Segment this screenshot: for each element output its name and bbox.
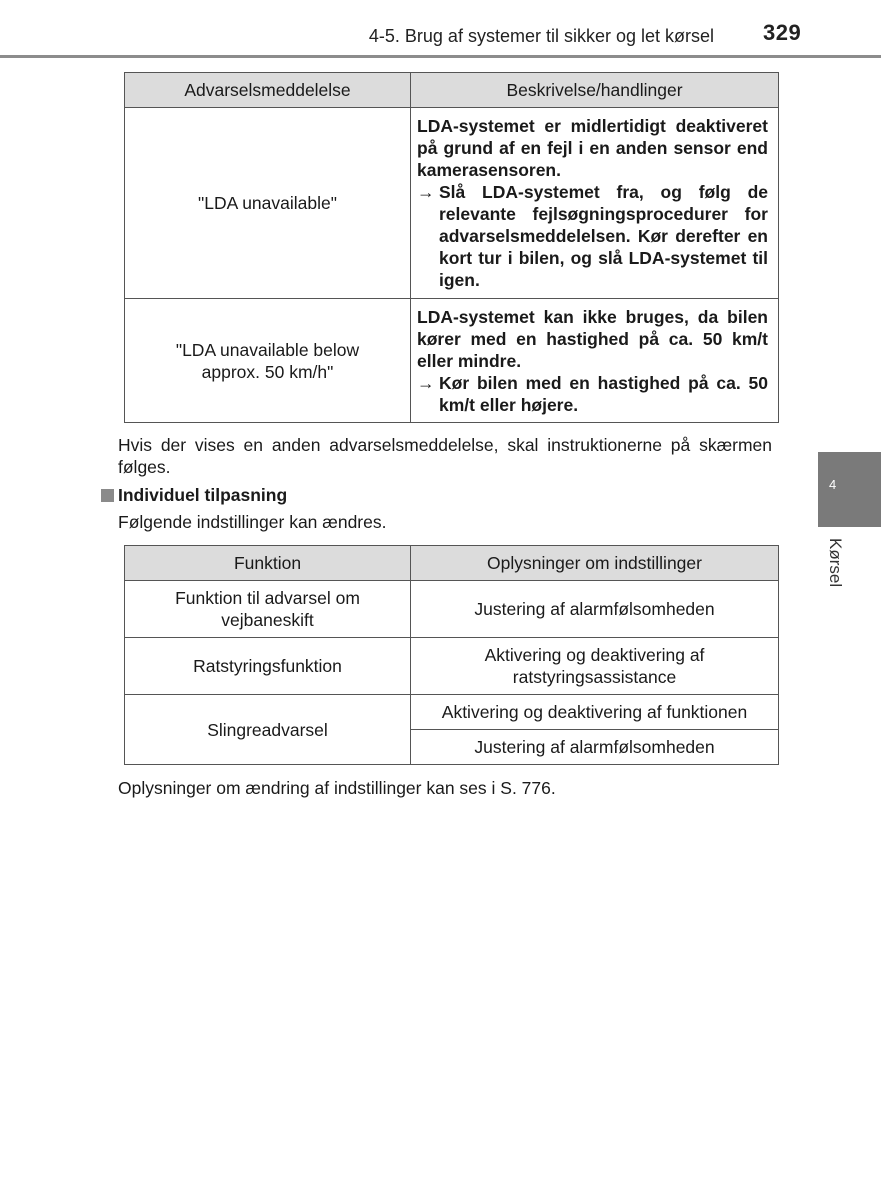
arrow-icon: → <box>417 182 435 202</box>
description-cell <box>411 108 779 299</box>
chapter-tab-label: Kørsel <box>826 538 845 588</box>
action-item <box>417 372 768 416</box>
function-text: Funktion til advarsel om vejbaneskift <box>175 588 360 630</box>
square-bullet-icon <box>101 489 114 502</box>
chapter-title: 4-5. Brug af systemer til sikker og let kørsel <box>368 26 714 46</box>
table-row <box>125 299 779 423</box>
arrow-icon: → <box>417 373 435 393</box>
description-cell <box>411 299 779 423</box>
settings-cell: Justering af alarmfølsomheden <box>411 730 779 765</box>
action-text: Slå LDA-systemet fra, og følg de relevante fejlsøgningsprocedurer for advarselsmeddelelsen. Kør derefter en kort tur i bilen, og slå LDA-systemet til igen. <box>439 182 768 290</box>
column-header: Beskrivelse/handlinger <box>411 73 779 108</box>
settings-cell: Justering af alarmfølsomheden <box>411 581 779 638</box>
header-divider <box>0 55 881 58</box>
section-heading <box>101 485 287 506</box>
table-row <box>125 638 779 695</box>
section-intro: Følgende indstillinger kan ændres. <box>118 512 387 532</box>
function-cell: Ratstyringsfunktion <box>125 638 411 695</box>
table-row <box>125 695 779 730</box>
settings-cell <box>411 638 779 695</box>
table-row <box>125 108 779 299</box>
table-row <box>125 581 779 638</box>
action-text: Kør bilen med en hastighed på ca. 50 km/t eller højere. <box>439 373 768 415</box>
warning-message-cell: "LDA unavailable" <box>125 108 411 299</box>
column-header: Oplysninger om indstillinger <box>411 546 779 581</box>
table-header-row <box>125 73 779 108</box>
column-header: Advarselsmeddelelse <box>125 73 411 108</box>
warning-message-text: "LDA unavailable below approx. 50 km/h" <box>175 339 360 382</box>
section-heading-text: Individuel tilpasning <box>118 485 288 505</box>
reference-paragraph: Oplysninger om ændring af indstillinger kan ses i S. 776. <box>118 778 556 798</box>
note-paragraph: Hvis der vises en anden advarselsmeddelelse, skal instruktionerne på skærmen følges. <box>118 435 772 477</box>
description-text: LDA-systemet kan ikke bruges, da bilen kører med en hastighed på ca. 50 km/t eller mindre. <box>417 307 768 371</box>
settings-text: Aktivering og deaktivering af ratstyringsassistance <box>484 645 705 687</box>
function-cell: Slingreadvarsel <box>125 695 411 765</box>
chapter-tab <box>818 452 881 527</box>
table-header-row <box>125 546 779 581</box>
function-cell <box>125 581 411 638</box>
warning-message-cell <box>125 299 411 423</box>
column-header: Funktion <box>125 546 411 581</box>
page-number: 329 <box>763 20 802 45</box>
chapter-tab-number: 4 <box>829 477 837 492</box>
settings-cell: Aktivering og deaktivering af funktionen <box>411 695 779 730</box>
settings-table <box>124 545 779 765</box>
action-item <box>417 181 768 291</box>
description-text: LDA-systemet er midlertidigt deaktiveret på grund af en fejl i en anden sensor end kamerasensoren. <box>417 116 768 180</box>
warning-message-table <box>124 72 779 423</box>
